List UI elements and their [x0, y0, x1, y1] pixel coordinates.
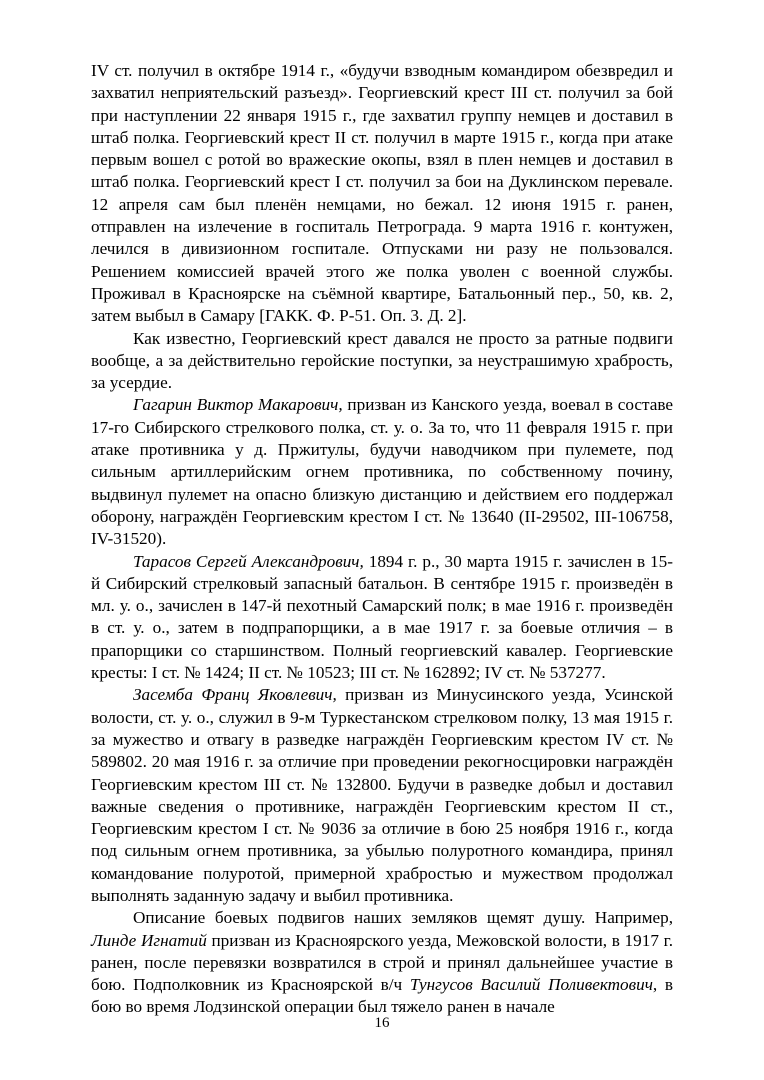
paragraph-combat-text-1: Описание боевых подвигов наших земляков щемят душу. Например, [133, 908, 673, 928]
paragraph-combat-text-3: , в бою во время Лодзинской операции был тяжело ранен в начале [91, 975, 673, 1017]
person-name-zasemba: Засемба Франц Яковлевич, [133, 685, 337, 705]
paragraph-cross-awards: IV ст. получил в октябре 1914 г., «будучи взводным командиром обезвредил и захватил неприятельский разъезд». Георгиевский крест III ст. получил за бой при наступлении 22 января 1915 г., где захватил группу немцев и доставил в штаб полка. Георгиевский крест II ст. получил в марте 1915 г., когда при атаке первым вошел с ротой во вражеские окопы, взял в плен немцев и доставил в штаб полка. Георгиевский крест I ст. получил за бои на Дуклинском перевале. 12 апреля сам был пленён немцами, но бежал. 12 июня 1915 г. ранен, отправлен на излечение в госпиталь Петрограда. 9 марта 1916 г. контужен, лечился в дивизионном госпитале. Отпусками ни разу не пользовался. Решением комиссией врачей этого же полка уволен с военной службы. Проживал в Красноярске на съёмной квартире, Батальонный пер., 50, кв. 2, затем выбыл в Самару [ГАКК. Ф. Р-51. Оп. 3. Д. 2]. [91, 61, 673, 326]
paragraph-tarasov [91, 551, 673, 685]
paragraph-combat-descriptions [91, 907, 673, 1018]
person-name-gagarin: Гагарин Виктор Макарович, [133, 395, 343, 415]
page-number: 16 [374, 1015, 390, 1031]
paragraph-cross-explanation: Как известно, Георгиевский крест давался не просто за ратные подвиги вообще, а за действительно геройские поступки, за неустрашимую храбрость, за усердие. [91, 328, 673, 393]
paragraph-tarasov-text: 1894 г. р., 30 марта 1915 г. зачислен в 15-й Сибирский стрелковый запасный батальон. В сентябре 1915 г. произведён в мл. у. о., зачислен в 147-й пехотный Самарский полк; в мае 1916 г. произведён в ст. у. о., затем в подпрапорщики, а в мае 1917 г. за боевые отличия – в прапорщики со старшинством. Полный георгиевский кавалер. Георгиевские кресты: I ст. № 1424; II ст. № 10523; III ст. № 162892; IV ст. № 537277. [91, 551, 673, 683]
paragraph-gagarin [91, 394, 673, 550]
paragraph-combat-text-2: призван из Красноярского уезда, Межовской волости, в 1917 г. ранен, после перевязки возвратился в строй и принял дальнейшее участие в бою. Подполковник из Красноярской в/ч [91, 930, 673, 995]
person-name-tungusov: Тунгусов Василий Поливектович [409, 975, 653, 995]
paragraph-gagarin-text: призван из Канского уезда, воевал в составе 17-го Сибирского стрелкового полка, ст. у. о. За то, что 11 февраля 1915 г. при атаке противника у д. Пржитулы, будучи наводчиком при пулемете, под сильным артиллерийским огнем противника, по собственному почину, выдвинул пулемет на опасно близкую дистанцию и действием его поддержал оборону, награждён Георгиевским крестом I ст. № 13640 (II-29502, III-106758, IV-31520). [91, 395, 673, 549]
document-body [91, 60, 673, 1019]
paragraph-zasemba [91, 684, 673, 907]
person-name-linde: Линде Игнатий [91, 930, 207, 950]
paragraph-zasemba-text: призван из Минусинского уезда, Усинской волости, ст. у. о., служил в 9-м Туркестанском стрелковом полку, 13 мая 1915 г. за мужество и отвагу в разведке награждён Георгиевским крестом IV ст. № 589802. 20 мая 1916 г. за отличие при проведении рекогносцировки награждён Георгиевским крестом III ст. № 132800. Будучи в разведке добыл и доставил важные сведения о противнике, награждён Георгиевским крестом II ст., Георгиевским крестом I ст. № 9036 за отличие в бою 25 ноября 1916 г., когда под сильным огнем противника, за убылью полуротного командира, принял командование полуротой, примерной храбростью и мужеством продолжал выполнять заданную задачу и выбил противника. [91, 685, 673, 905]
person-name-tarasov: Тарасов Сергей Александрович, [133, 551, 364, 571]
